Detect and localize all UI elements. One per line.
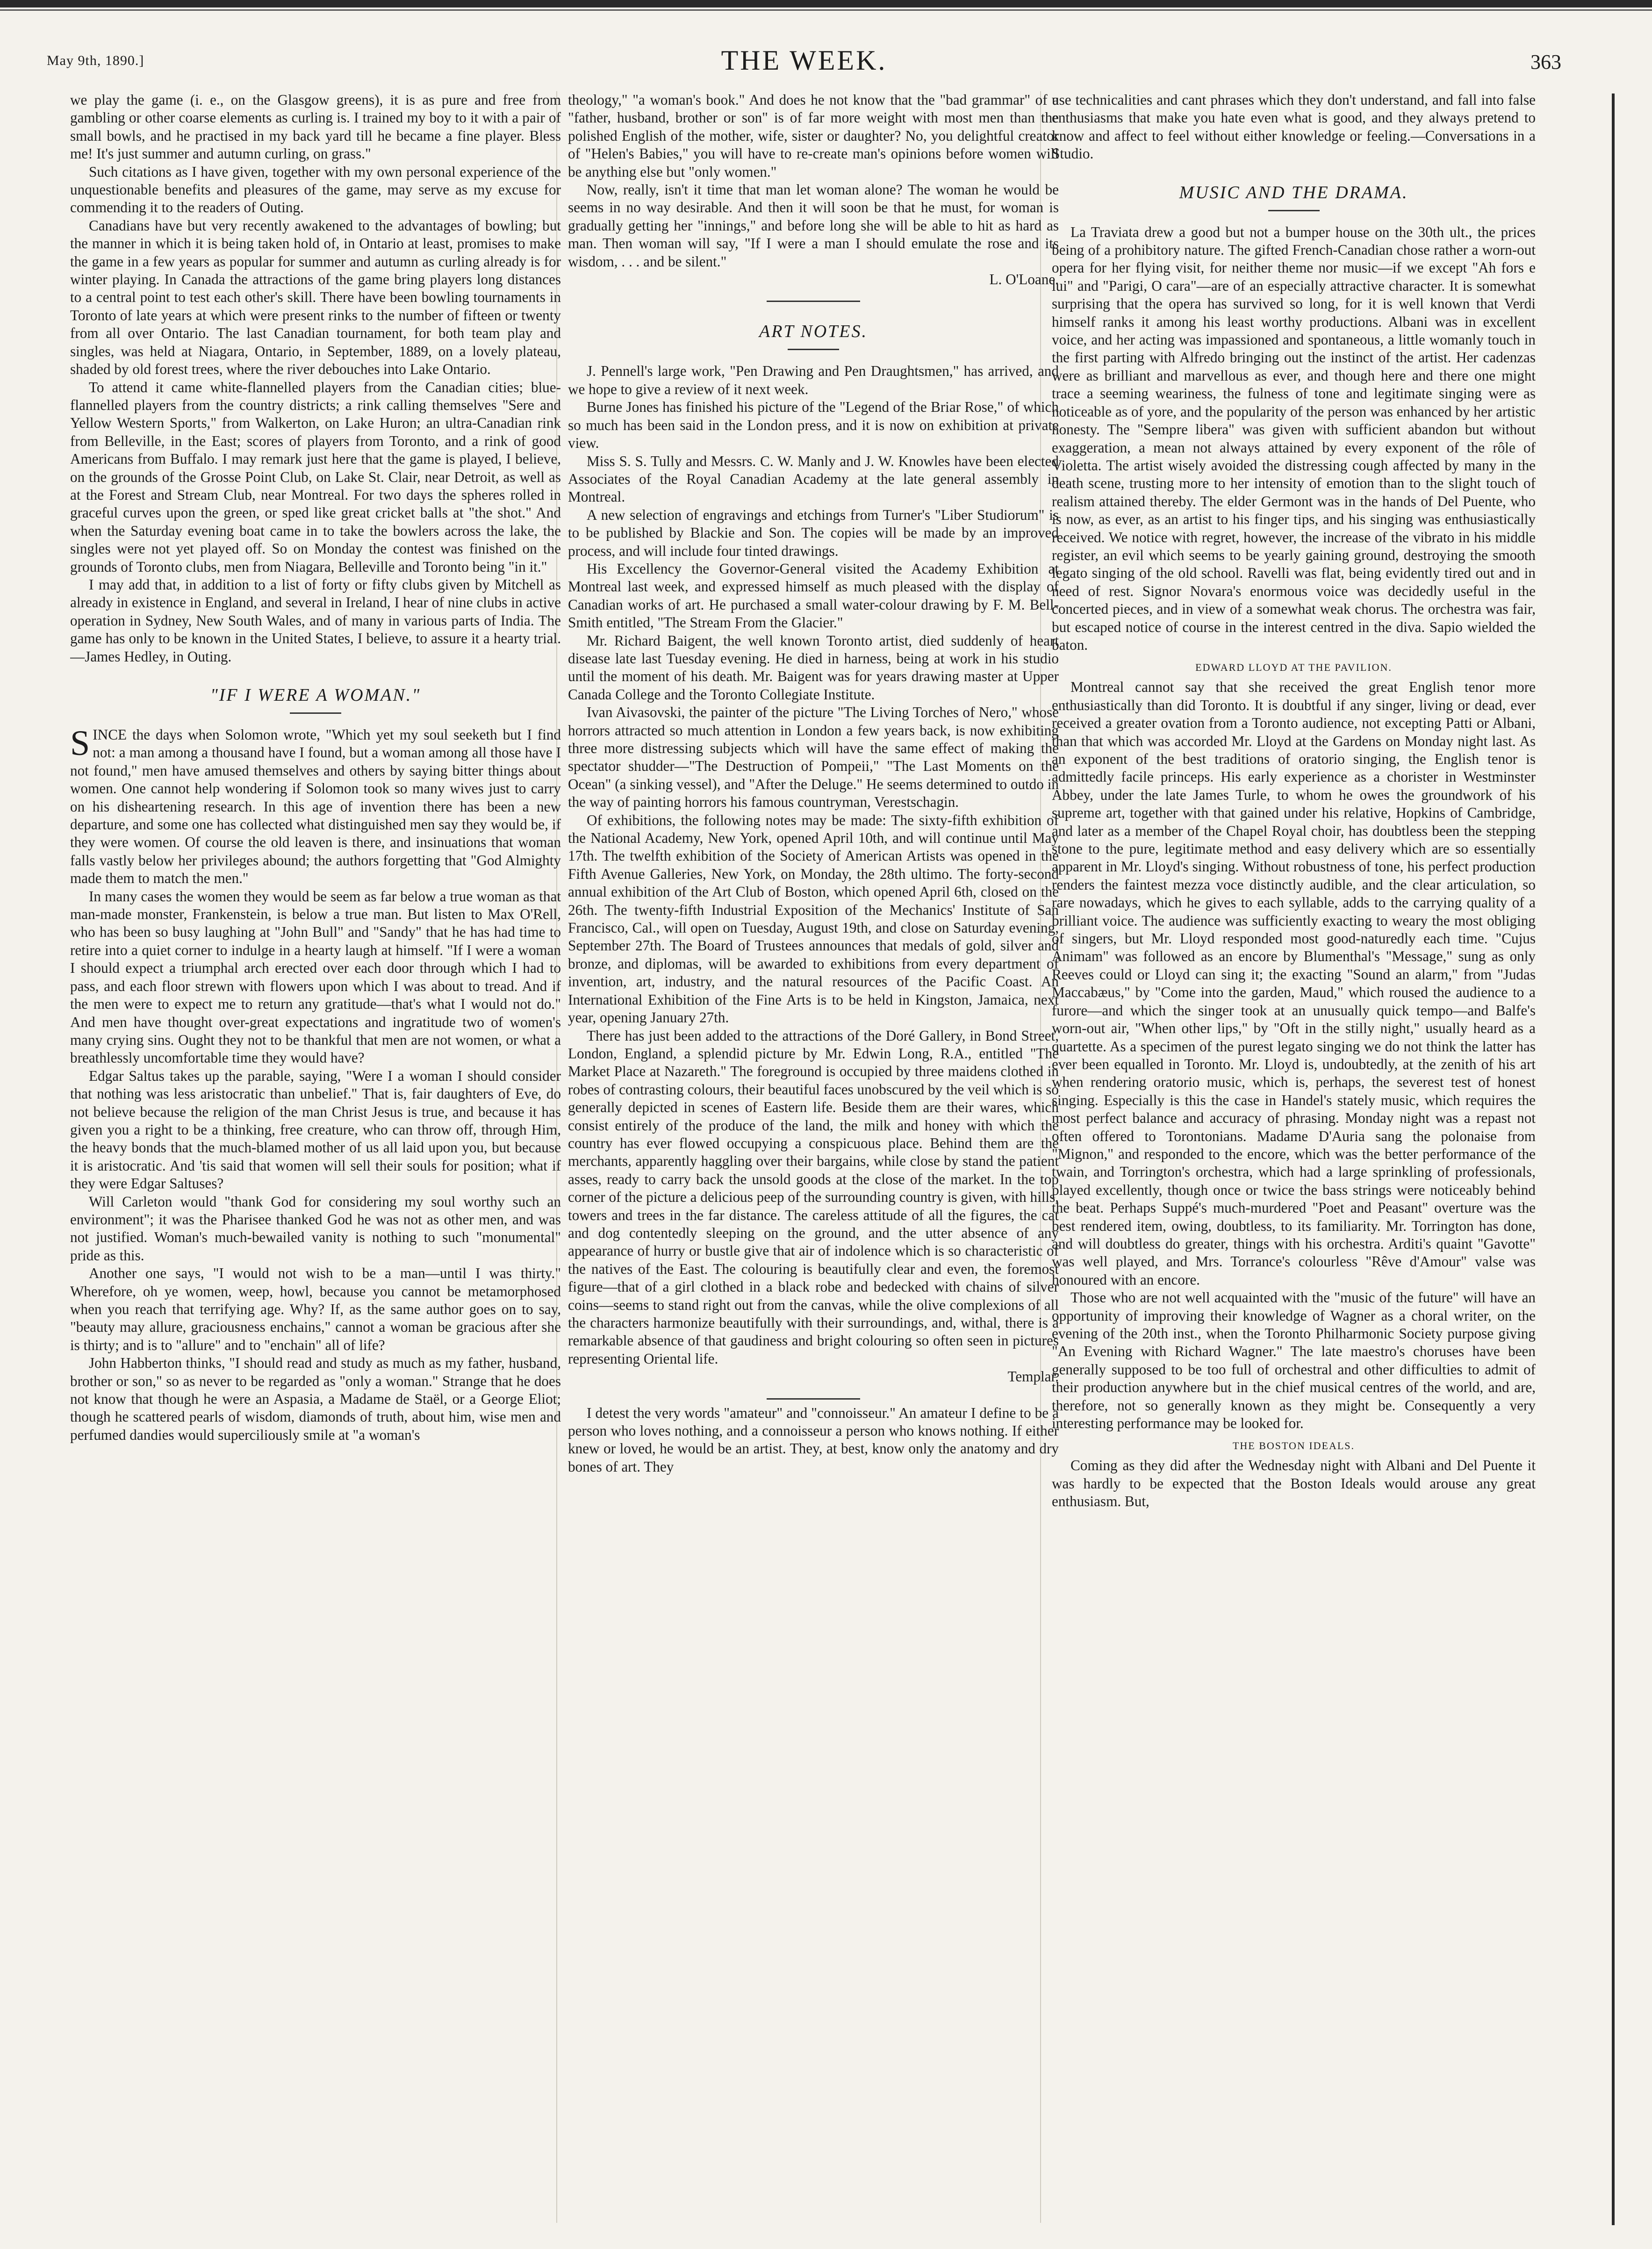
section-title: MUSIC AND THE DRAMA.	[1179, 182, 1408, 202]
section-rule	[788, 349, 839, 350]
paragraph: Another one says, "I would not wish to be a man—until I was thirty." Wherefore, oh ye women, weep, howl, because you cannot be metamorphosed when you reach that terrifying age. Why? If, as the same author goes on to say, "beauty may allure, graciousness enchains," cannot a woman be gracious after she is thirty; and is to "allure" and to "enchain" all of life?	[70, 1265, 561, 1353]
author-credit: L. O'Loane.	[989, 271, 1059, 288]
section-divider	[767, 1398, 860, 1400]
paragraph: Edgar Saltus takes up the parable, saying, "Were I a woman I should consider that nothing was less aristocratic than unbelief." That is, fair daughters of Eve, do not believe because the religion of the man Christ Jesus is true, and because it has given you a right to be a thinking, free creature, who can throw off, through Him, the heavy bonds that the much-blamed mother of us all laid upon you, but because it is aristocratic. And 'tis said that women will sell their souls for position; what if they were Edgar Saltuses?	[70, 1067, 561, 1192]
top-border-thin	[0, 9, 1652, 11]
paragraph: A new selection of engravings and etchings from Turner's "Liber Studiorum" is to be published by Blackie and Son. The copies will be made by an improved process, and will include four tinted drawings.	[568, 506, 1059, 559]
page-edge	[1612, 93, 1615, 2225]
header-page-number: 363	[1530, 50, 1561, 73]
paragraph-with-dropcap	[70, 726, 561, 888]
paragraph: Canadians have but very recently awakened to the advantages of bowling; but the manner in which it is being taken hold of, in Ontario at least, promises to make the game in a few years as popular for summer and autumn as curling already is for winter playing. In Canada the attractions of the game bring players long distances to a central point to test each other's skill. There have been bowling tournaments in Toronto of late years at which were present rinks to the number of fifteen or twenty from all over Ontario. The last Canadian tournament, for both team play and singles, was held at Niagara, Ontario, in September, 1889, on a lovely plateau, shaded by old forest trees, where the river debouches into Lake Ontario.	[70, 217, 561, 378]
paragraph: theology," "a woman's book." And does he not know that the "bad grammar" of a "father, husband, brother or son" is of far more weight with most men than the polished English of the mother, wife, sister or daughter? No, you delightful creator of "Helen's Babies," you will have to re-create man's opinions before women will be anything else but "only women."	[568, 92, 1059, 180]
subsection-title: THE BOSTON IDEALS.	[1232, 1440, 1355, 1452]
section-rule	[1268, 210, 1320, 211]
top-border	[0, 0, 1652, 7]
paragraph: I may add that, in addition to a list of forty or fifty clubs given by Mitchell as already in existence in England, and several in Ireland, I hear of nine clubs in active operation in Sydney, New South Wales, and of many in various parts of India. The game has only to be known in the United States, I believe, to assure it a hearty trial. —James Hedley, in Outing.	[70, 576, 561, 665]
paragraph: John Habberton thinks, "I should read and study as much as my father, husband, brother or son," so as never to be regarded as "only a woman." Strange that he does not know that though he were an Aspasia, a Madame de Staël, or a George Eliot; though he scattered pearls of wisdom, diamonds of truth, about him, wise men and perfumed dandies would superciliously smile at "a woman's	[70, 1355, 561, 1443]
paragraph: La Traviata drew a good but not a bumper house on the 30th ult., the prices being of a prohibitory nature. The gifted French-Canadian chose rather a worn-out opera for her flying visit, for neither theme nor music—if we except "Ah fors e lui" and "Parigi, O cara"—are of an especially attractive character. It is somewhat surprising that the opera has survived so long, for it is well known that Verdi himself ranks it among his least worthy productions. Albani was in excellent voice, and her acting was impassioned and spontaneous, a little womanly touch in the first parting with Alfredo bringing out the instinct of the artist. Her cadenzas were as brilliant and marvellous as ever, and though here and there one might trace a seeming weariness, the fulness of tone and legitimate singing were as noticeable as of yore, and the popularity of the person was enhanced by her artistic honesty. The "Sempre libera" was given with sufficient abandon but without exaggeration, a mean not always attained by every exponent of the rôle of Violetta. The artist wisely avoided the distressing cough affected by many in the death scene, trusting more to her intensity of emotion than to the slight touch of realism attained thereby. The elder Germont was in the hands of Del Puente, who is now, as ever, as an artist to his finger tips, and his singing was enthusiastically received. We notice with regret, however, the increase of the vibrato in his middle register, an evil which seems to be yearly gaining ground, destroying the smooth legato singing of the old school. Ravelli was flat, being evidently tired out and in need of rest. Signor Novara's enormous voice was decidedly useful in the concerted pieces, and in view of a somewhat weak chorus. The orchestra was fair, but escaped notice of course in the interest centred in the diva. Sapio wielded the baton.	[1052, 223, 1536, 653]
paragraph: I detest the very words "amateur" and "connoisseur." An amateur I define to be a person who loves nothing, and a connoisseur a person who knows nothing. If either knew or loved, he would be an artist. They, at best, know only the anatomy and dry bones of art. They	[568, 1404, 1059, 1475]
page-header	[47, 44, 1561, 86]
paragraph: Montreal cannot say that she received the great English tenor more enthusiastically than did Toronto. It is doubtful if any singer, living or dead, ever received a greater ovation from a Toronto audience, not excepting Patti or Albani, than that which was accorded Mr. Lloyd at the Gardens on Monday night last. As an exponent of the best traditions of oratorio singing, the English tenor is admittedly facile princeps. His early experience as a chorister in Westminster Abbey, under the late James Turle, to whom he owes the groundwork of his supreme art, together with that gained under his relative, Hopkins of Cambridge, and later as a member of the Chapel Royal choir, has doubtless been the stepping stone to the pure, legitimate method and easy delivery which are so essentially apparent in Mr. Lloyd's singing. Without robustness of tone, his perfect production renders the faintest mezza voce distinctly audible, and the clear articulation, so rare nowadays, which he gives to each syllable, adds to the carrying quality of a brilliant voice. The audience was sufficiently exacting to weary the most obliging of singers, but Mr. Lloyd responded most good-naturedly each time. "Cujus Animam" was followed as an encore by Blumenthal's "Message," sung as only Reeves could or Lloyd can sing it; the exacting "Sound an alarm," from "Judas Maccabæus," by "Come into the garden, Maud," which roused the audience to a furore—and which the singer took at an unusually quick tempo—and Balfe's worn-out air, "When other lips," by "Oft in the stilly night," usually heard as a quartette. As a specimen of the purest legato singing we do not think the latter has ever been equalled in Toronto. Mr. Lloyd is, undoubtedly, at the zenith of his art when rendering oratorio music, which is, perhaps, the severest test of honest singing. Especially is this the case in Handel's stately music, which requires the most perfect balance and accuracy of phrasing. Monday night was a repast not often offered to Torontonians. Madame D'Auria sang the polonaise from "Mignon," and responded to the encore, which was the better performance of the twain, and Torrington's orchestra, which had a large sprinkling of professionals, played excellently, though once or twice the bass strings were noticeably behind the beat. Perhaps Suppé's much-murdered "Poet and Peasant" overture was the best rendered item, owing, doubtless, to its familiarity. Mr. Torrington has done, and will doubtless do greater, things with his orchestra. Arditi's quaint "Gavotte" was well played, and Mrs. Torrance's colourless "Rêve d'Amour" valse was honoured with an encore.	[1052, 679, 1536, 1288]
paragraph: Of exhibitions, the following notes may be made: The sixty-fifth exhibition of the National Academy, New York, opened April 10th, and will continue until May 17th. The twelfth exhibition of the Society of American Artists was opened in the Fifth Avenue Galleries, New York, on Monday, the 28th ultimo. The forty-second annual exhibition of the Art Club of Boston, which opened April 6th, closed on the 26th. The twenty-fifth Industrial Exposition of the Mechanics' Institute of San Francisco, Cal., will open on Tuesday, August 19th, and close on Saturday evening, September 27th. The Board of Trustees announces that medals of gold, silver and bronze, and diplomas, will be awarded to exhibitions from every department of invention, art, industry, and the natural resources of the Pacific Coast. An International Exhibition of the Fine Arts is to be held in Kingston, Jamaica, next year, opening January 27th.	[568, 812, 1059, 1026]
paragraph: Burne Jones has finished his picture of the "Legend of the Briar Rose," of which so much has been said in the London press, and it is now on exhibition at private view.	[568, 399, 1059, 452]
paragraph: use technicalities and cant phrases which they don't understand, and fall into false enthusiasms that make you hate even what is good, and they always pretend to know and affect to feel without either knowledge or feeling.—Conversations in a Studio.	[1052, 92, 1536, 162]
paragraph: J. Pennell's large work, "Pen Drawing and Pen Draughtsmen," has arrived, and we hope to give a review of it next week.	[568, 363, 1059, 397]
header-title: THE WEEK.	[721, 45, 887, 76]
paragraph: Now, really, isn't it time that man let woman alone? The woman he would be seems in no way desirable. And then it will soon be that he must, for woman is gradually getting her "innings," and before long she will be able to hit as hard as man. Then woman will say, "If I were a man I should emulate the rose and its wisdom, . . . and be silent."	[568, 181, 1059, 270]
paragraph: Coming as they did after the Wednesday night with Albani and Del Puente it was hardly to be expected that the Boston Ideals would arouse any great enthusiasm. But,	[1052, 1457, 1536, 1510]
column-1	[70, 91, 561, 2223]
header-date: May 9th, 1890.]	[47, 53, 144, 68]
paragraph: In many cases the women they would be seem as far below a true woman as that man-made monster, Frankenstein, is below a true man. But listen to Max O'Rell, who has been so busy laughing at "John Bull" and "Sandy" that he has had time to retire into a quiet corner to indulge in a hearty laugh at himself. "If I were a woman I should expect a triumphal arch erected over each door through which I had to pass, and each floor strewn with flowers upon which I was about to tread. And if the men were to expect me to return any gratitude—that's what I would not do." And men have thought over-great expectations and ingratitude two of women's many crying sins. Ought they not to be thankful that men are not women, or what a breathlessly uncomfortable time they would have?	[70, 888, 561, 1066]
paragraph: Mr. Richard Baigent, the well known Toronto artist, died suddenly of heart disease late last Tuesday evening. He died in harness, being at work in his studio until the moment of his death. Mr. Baigent was for years drawing master at Upper Canada College and the Toronto Collegiate Institute.	[568, 632, 1059, 703]
section-divider	[767, 301, 860, 302]
paragraph: To attend it came white-flannelled players from the Canadian cities; blue-flannelled players from the country districts; a rink calling themselves "Sere and Yellow Western Sports," from Walkerton, on Lake Huron; an ultra-Canadian rink from Belleville, in the East; scores of players from Toronto, and a rink of good Americans from Buffalo. I may remark just here that the game is played, I believe, on the grounds of the Grosse Point Club, on Lake St. Clair, near Detroit, as well as at the Forest and Stream Club, near Montreal. For two days the spheres rolled in graceful curves upon the green, or sped like great cricket balls at "the shot." And when the Saturday evening boat came in to take the bowlers across the lake, the singles were not yet played off. So on Monday the contest was finished on the grounds of Toronto clubs, men from Niagara, Belleville and Toronto being "in it."	[70, 379, 561, 575]
section-title: ART NOTES.	[759, 322, 868, 342]
drop-cap: S	[70, 724, 90, 763]
paragraph: His Excellency the Governor-General visited the Academy Exhibition at Montreal last week, and expressed himself as much pleased with the display of Canadian works of art. He purchased a small water-colour drawing by F. M. Bell-Smith entitled, "The Stream From the Glacier."	[568, 560, 1059, 631]
paragraph: Such citations as I have given, together with my own personal experience of the unquestionable benefits and pleasures of the game, may serve as my excuse for commending it to the readers of Outing.	[70, 163, 561, 216]
column-2	[568, 91, 1059, 2223]
paragraph: Ivan Aivasovski, the painter of the picture "The Living Torches of Nero," whose horrors attracted so much attention in London a few years back, is now exhibiting three more distressing subjects which will have the same effect of making the spectator shudder—"The Destruction of Pompeii," "The Last Moments on the Ocean" (a sinking vessel), and "After the Deluge." He seems determined to outdo in the way of painting horrors his famous countryman, Verestschagin.	[568, 704, 1059, 811]
section-title: "IF I WERE A WOMAN."	[210, 685, 421, 705]
column-3	[1052, 91, 1536, 2223]
paragraph: we play the game (i. e., on the Glasgow greens), it is as pure and free from gambling or other coarse elements as curling is. I trained my boy to it with a pair of small bowls, and he practised in my back yard till he became a fine player. Bless me! It's just summer and autumn curling, on grass."	[70, 92, 561, 162]
paragraph: Will Carleton would "thank God for considering my soul worthy such an environment"; it was the Pharisee thanked God he was not as other men, and was not justified. Woman's much-bewailed vanity is nothing to such "monumental" pride as this.	[70, 1193, 561, 1264]
paragraph: Those who are not well acquainted with the "music of the future" will have an opportunity of improving their knowledge of Wagner as a choral writer, on the evening of the 20th inst., when the Toronto Philharmonic Society purpose giving "An Evening with Richard Wagner." The late maestro's choruses have been generally supposed to be too full of orchestral and other difficulties to admit of their production anywhere but in the chief musical centres of the world, and are, therefore, not so generally known as they might be. Consequently a very interesting performance may be looked for.	[1052, 1289, 1536, 1432]
author-credit: Templar.	[1007, 1368, 1059, 1385]
section-rule	[290, 712, 341, 714]
paragraph-text: INCE the days when Solomon wrote, "Which yet my soul seeketh but I find not: a man among a thousand have I found, but a woman among all those have I not found," men have amused themselves and others by saying bitter things about women. One cannot help wondering if Solomon took so many wives just to carry on his disheartening research. In this age of invention there has been a new departure, and some one has collected what distinguished men say they would be, if they were women. Of course the old leaven is there, and insinuations that woman falls vastly below her privileges abound; the authors forgetting that "God Almighty made them to match the men."	[70, 726, 561, 887]
paragraph: Miss S. S. Tully and Messrs. C. W. Manly and J. W. Knowles have been elected Associates of the Royal Canadian Academy at the late general assembly in Montreal.	[568, 453, 1059, 505]
subsection-title: EDWARD LLOYD AT THE PAVILION.	[1195, 661, 1392, 674]
paragraph: There has just been added to the attractions of the Doré Gallery, in Bond Street, London, England, a splendid picture by Mr. Edwin Long, R.A., entitled "The Market Place at Nazareth." The foreground is occupied by three maidens clothed in robes of contrasting colours, their beautiful faces unobscured by the veil which is so generally depicted in scenes of Eastern life. Beside them are their wares, which consist entirely of the produce of the land, the milk and honey with which the country has ever flowed occupying a conspicuous place. Behind them are the merchants, apparently haggling over their bargains, while close by stand the patient asses, ready to carry back the unsold goods at the close of the market. In the top corner of the picture a delicious peep of the surrounding country is given, with hills, towers and trees in the far distance. The careless attitude of all the figures, the cat and dog contentedly sleeping on the ground, and the utter absence of any appearance of hurry or bustle give that air of indolence which is so characteristic of the natives of the East. The colouring is beautifully clear and even, the foremost figure—that of a girl clothed in a black robe and bedecked with chains of silver coins—seems to stand right out from the canvas, while the olive complexions of all the characters harmonize beautifully with their surroundings, and, withal, there is a remarkable absence of that gaudiness and bright colouring so often seen in pictures representing Oriental life.	[568, 1027, 1059, 1367]
